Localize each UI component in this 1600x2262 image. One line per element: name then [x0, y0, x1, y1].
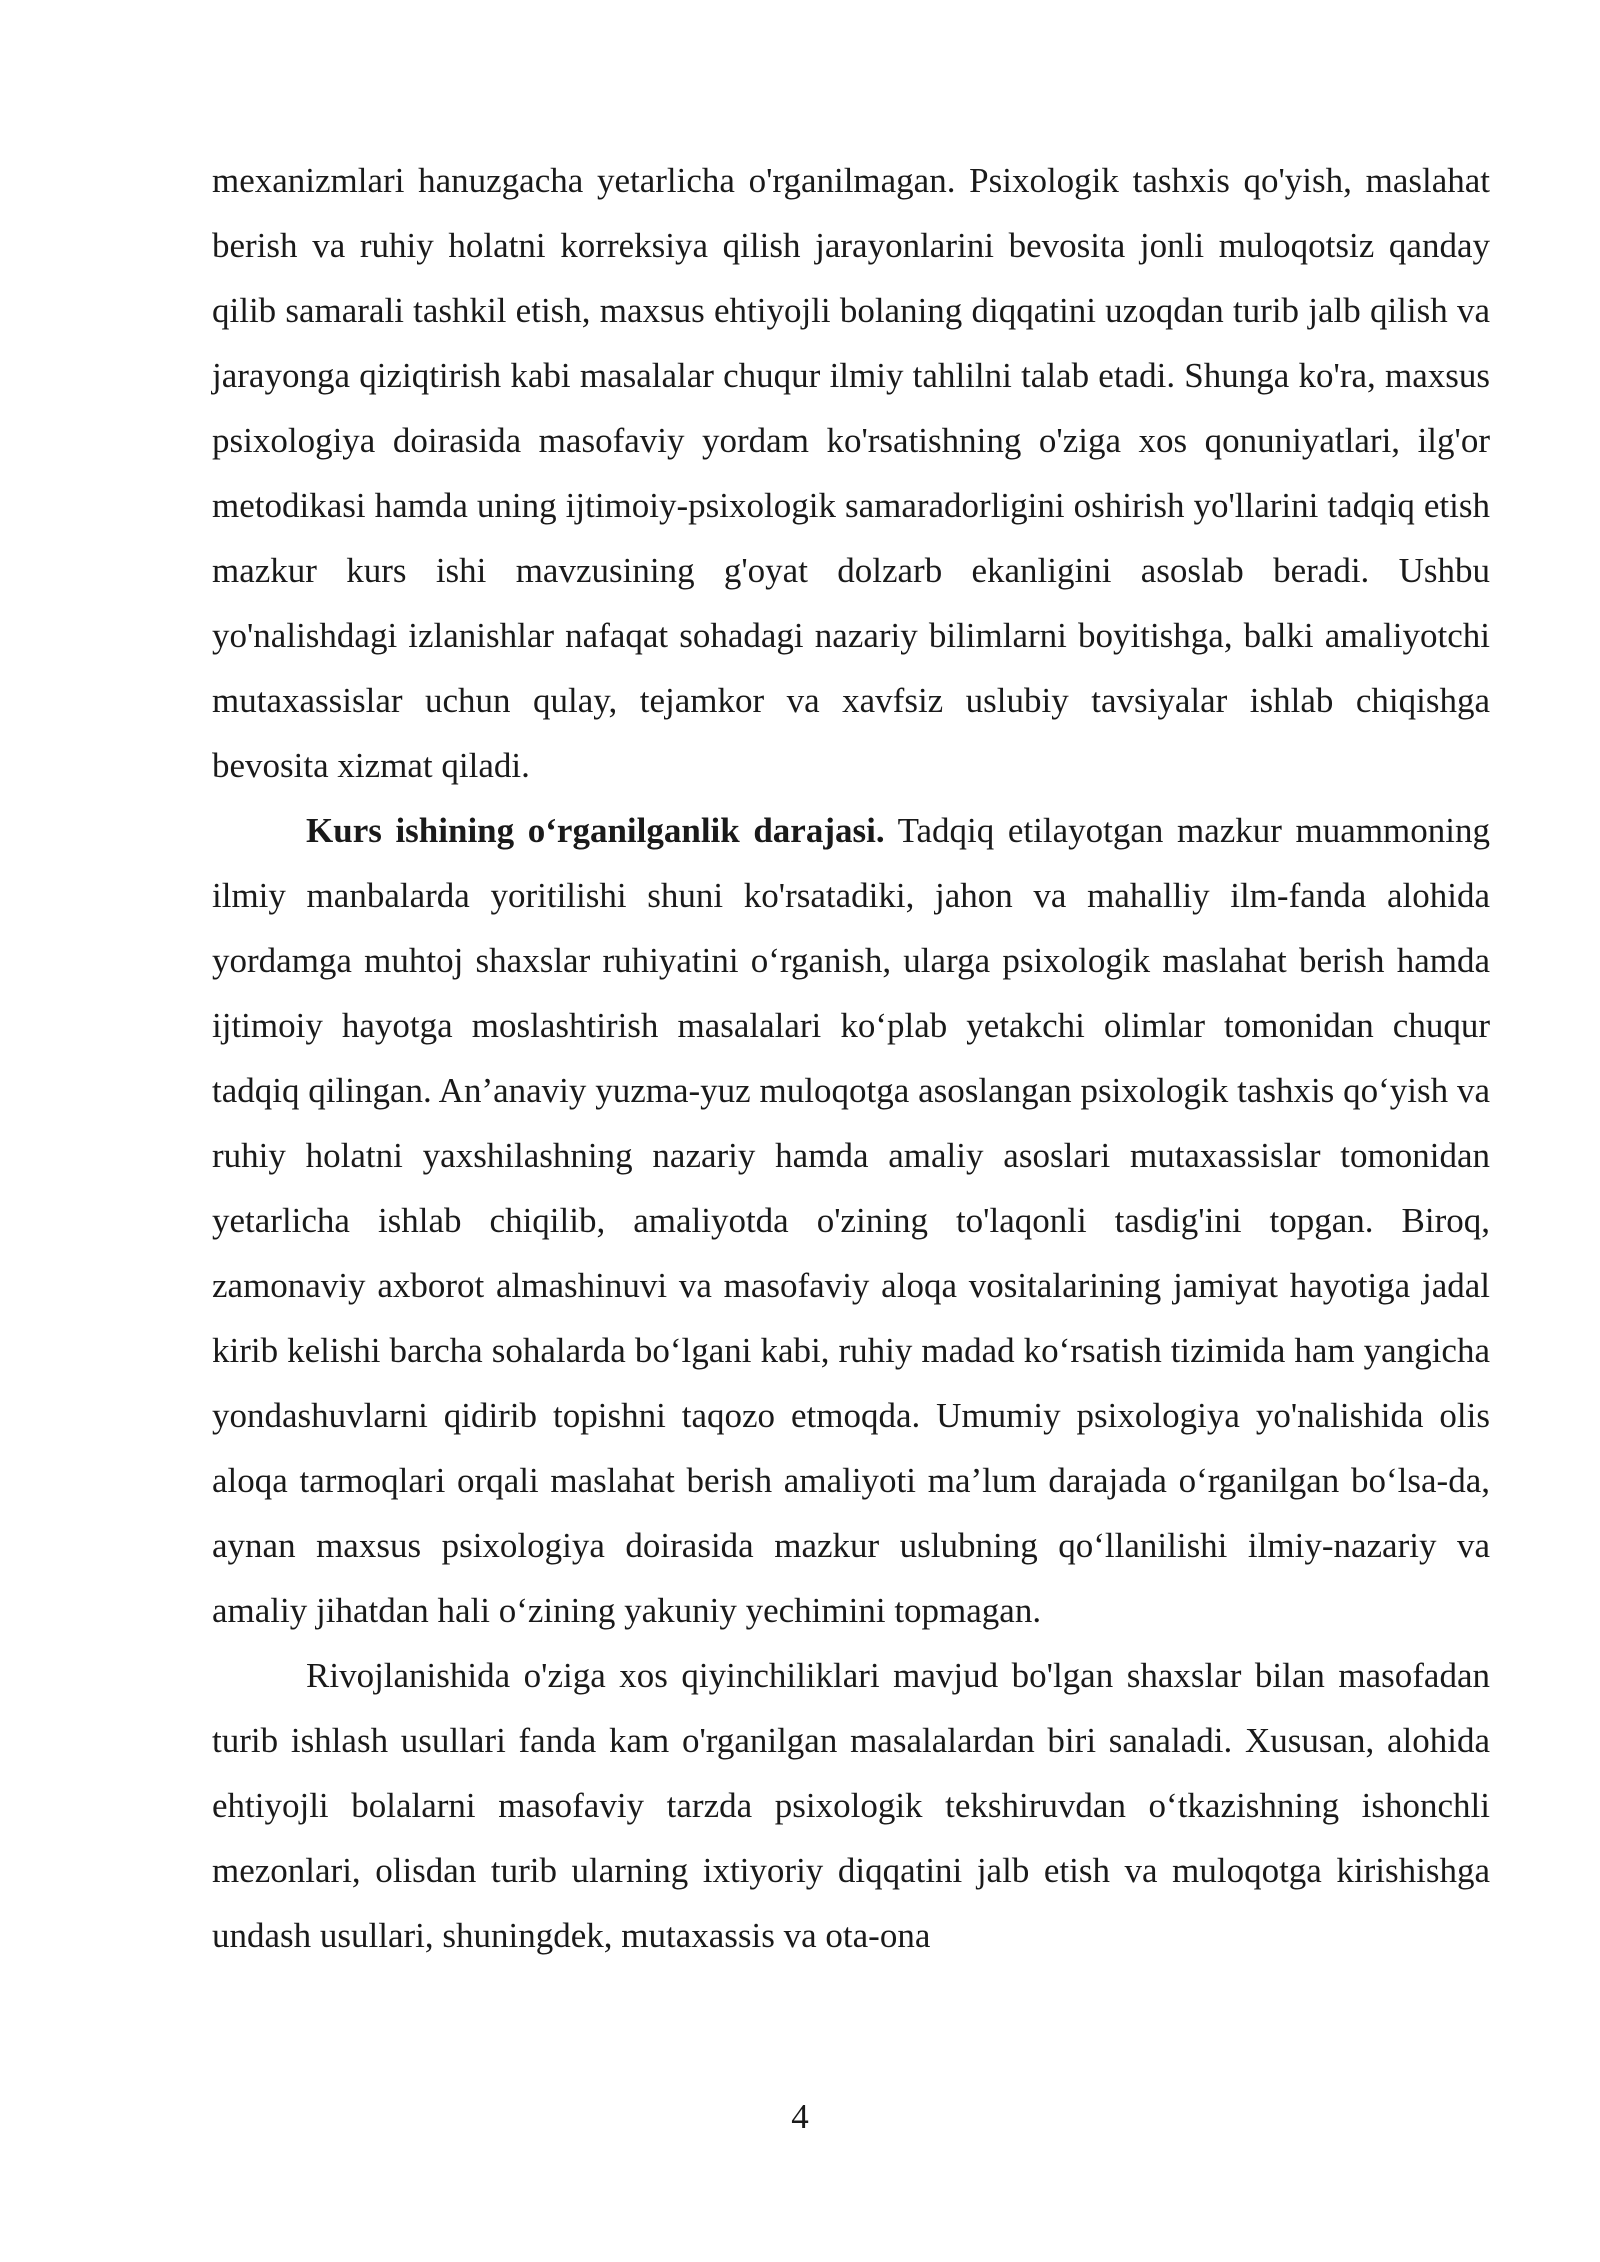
page-number: 4 — [791, 2097, 809, 2136]
paragraph-development: Rivojlanishida o'ziga xos qiyinchiliklari mavjud bo'lgan shaxslar bilan masofadan turib ishlash usullari fanda kam o'rganilgan masalalardan biri sanaladi. Xususan, alohida ehtiyojli bolalarni masofaviy tarzda psixologik tekshiruvdan o‘tkazishning ishonchli mezonlari, olisdan turib ularning ixtiyoriy diqqatini jalb etish va muloqotga kirishishga undash usullari, shuningdek, mutaxassis va ota-ona — [212, 1656, 1490, 1955]
paragraph-study-level-text: Tadqiq etilayotgan mazkur muammoning ilmiy manbalarda yoritilishi shuni ko'rsatadiki, jahon va mahalliy ilm-fanda alohida yordamga muhtoj shaxslar ruhiyatini o‘rganish, ularga psixologik maslahat berish hamda ijtimoiy hayotga moslashtirish masalalari ko‘plab yetakchi olimlar tomonidan chuqur tadqiq qilingan. An’anaviy yuzma-yuz muloqotga asoslangan psixologik tashxis qo‘yish va ruhiy holatni yaxshilashning nazariy hamda amaliy asoslari mutaxassislar tomonidan yetarlicha ishlab chiqilib, amaliyotda o'zining to'laqonli tasdig'ini topgan. Biroq, zamonaviy axborot almashinuvi va masofaviy aloqa vositalarining jamiyat hayotiga jadal kirib kelishi barcha sohalarda bo‘lgani kabi, ruhiy madad ko‘rsatish tizimida ham yangicha yondashuvlarni qidirib topishni taqozo etmoqda. Umumiy psixologiya yo'nalishida olis aloqa tarmoqlari orqali maslahat berish amaliyoti ma’lum darajada o‘rganilgan bo‘lsa-da, aynan maxsus psixologiya doirasida mazkur uslubning qo‘llanilishi ilmiy-nazariy va amaliy jihatdan hali o‘zining yakuniy yechimini topmagan. — [212, 811, 1490, 1630]
section-heading-inline: Kurs ishining o‘rganilganlik darajasi. — [306, 811, 885, 850]
paragraph-study-level — [212, 798, 1490, 1643]
paragraph-continuation: mexanizmlari hanuzgacha yetarlicha o'rganilmagan. Psixologik tashxis qo'yish, maslahat berish va ruhiy holatni korreksiya qilish jarayonlarini bevosita jonli muloqotsiz qanday qilib samarali tashkil etish, maxsus ehtiyojli bolaning diqqatini uzoqdan turib jalb qilish va jarayonga qiziqtirish kabi masalalar chuqur ilmiy tahlilni talab etadi. Shunga ko'ra, maxsus psixologiya doirasida masofaviy yordam ko'rsatishning o'ziga xos qonuniyatlari, ilg'or metodikasi hamda uning ijtimoiy-psixologik samaradorligini oshirish yo'llarini tadqiq etish mazkur kurs ishi mavzusining g'oyat dolzarb ekanligini asoslab beradi. Ushbu yo'nalishdagi izlanishlar nafaqat sohadagi nazariy bilimlarni boyitishga, balki amaliyotchi mutaxassislar uchun qulay, tejamkor va xavfsiz uslubiy tavsiyalar ishlab chiqishga bevosita xizmat qiladi. — [212, 161, 1490, 785]
document-body — [212, 148, 1490, 1968]
